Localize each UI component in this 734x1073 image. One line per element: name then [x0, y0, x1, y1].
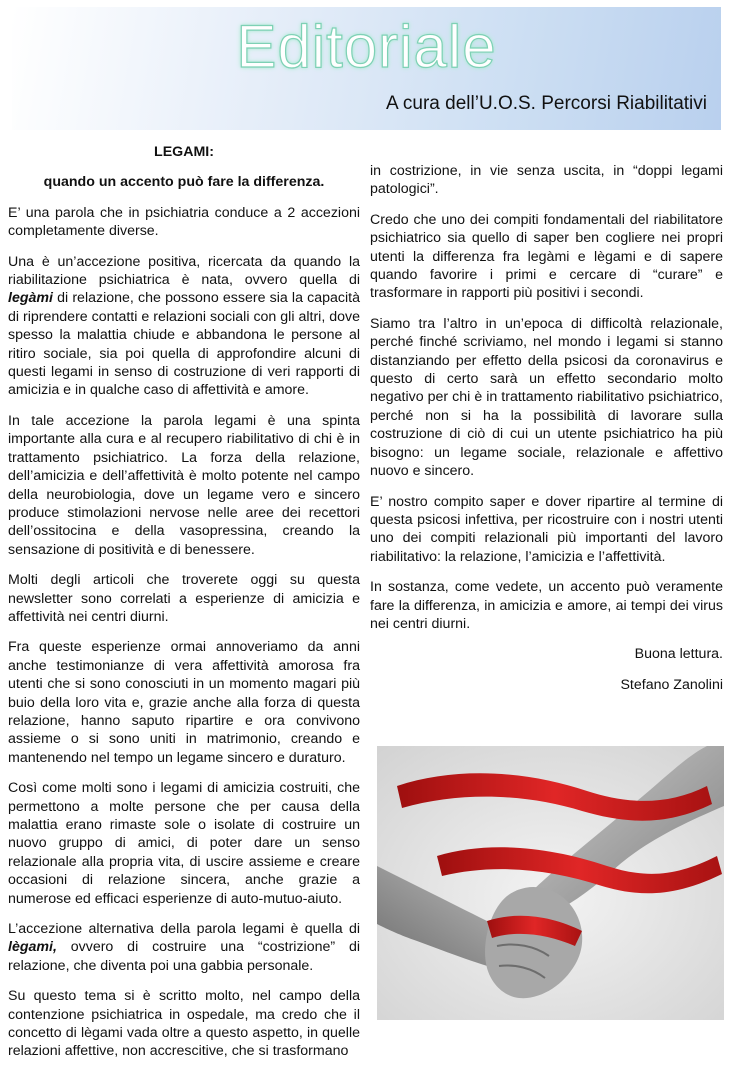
paragraph-7: [8, 920, 360, 975]
paragraph-7-text-a: L’accezione alternativa della parola legami è quella di: [8, 921, 360, 938]
author-signature: Stefano Zanolini: [620, 676, 723, 693]
paragraph-r2: Credo che uno dei compiti fondamentali del riabilitatore psichiatrico sia quello di saper ben cogliere nei propri utenti la differenza fra legàmi e lègami e di sapere quando favorire i primi e cercare di “curare” e trasformare in rapporti più positivi i secondi.: [370, 211, 723, 302]
paragraph-r5: In sostanza, come vedete, un accento può veramente fare la differenza, in amicizia e amore, ai tempi dei virus nei centri diurni.: [370, 579, 723, 632]
left-column: [8, 143, 360, 1073]
paragraph-r3: Siamo tra l’altro in un’epoca di difficoltà relazionale, perché finché scriviamo, nel mondo i legami si stanno distanziando per effetto della psicosi da coronavirus e questo di certo sarà un effetto secondario molto negativo per chi è in trattamento riabilitativo psichiatrico, perché non si ha la possibilità di lavorare sulla costruzione di ciò di cui un utente psichiatrico ha più bisogno: un legame sociale, relazionale e affettivo nuovo e sincero.: [370, 315, 723, 480]
paragraph-2-text-b: di relazione, che possono essere sia la capacità di riprendere contatti e relazioni sociali con gli altri, dove spesso la malattia chiude e abbandona le persone al ritiro sociale, sia poi quella di approfondire alcuni di questi legami in senso di costruzione di veri rapporti di amicizia e in qualche caso di affettività e amore.: [8, 290, 360, 399]
hands-illustration: [377, 746, 724, 1020]
paragraph-8: Su questo tema si è scritto molto, nel campo della contenzione psichiatrica in ospedale, ma credo che il concetto di lègami vada oltre a questo aspetto, in quelle relazioni affettive, non accrescitive, che si trasformano: [8, 988, 360, 1060]
paragraph-2: [8, 253, 360, 400]
page-subtitle: A cura dell’U.O.S. Percorsi Riabilitativi: [386, 93, 707, 114]
article-heading: LEGAMI:: [154, 144, 214, 160]
article-subheading: quando un accento può fare la differenza.: [43, 174, 325, 191]
closing-text: Buona lettura.: [634, 646, 723, 663]
paragraph-4: Molti degli articoli che troverete oggi su questa newsletter sono correlati a esperienze di amicizia e affettività nei centri diurni.: [8, 572, 360, 625]
paragraph-5: Fra queste esperienze ormai annoveriamo da anni anche testimonianze di vera affettività amorosa fra utenti che si sono conosciuti in un momento magari più buio della loro vita e, grazie anche alla forza di questa relazione, hanno saputo ripartire e ora convivono assieme o si sono uniti in matrimonio, creando e mantenendo nel tempo un legame sincero e duraturo.: [8, 639, 360, 766]
paragraph-6: Così come molti sono i legami di amicizia costruiti, che permettono a molte persone che per causa della malattia erano rimaste sole o isolate di costruire un nuovo gruppo di amici, di poter dare un senso relazionale alla propria vita, di uscire assieme e creare occasioni di relazione sincera, anche grazie a numerose ed efficaci esperienze di auto-mutuo-aiuto.: [8, 780, 360, 907]
emphasis-legami-2: lègami,: [8, 939, 57, 956]
paragraph-2-text-a: Una è un’accezione positiva, ricercata da quando la riabilitazione psichiatrica è nata, ovvero quella di: [8, 253, 360, 289]
paragraph-7-text-b: ovvero di costruire una “costrizione” di relazione, che diventa poi una gabbia personale.: [8, 939, 360, 974]
paragraph-r1: in costrizione, in vie senza uscita, in “doppi legami patologici”.: [370, 163, 723, 198]
right-column: [370, 162, 723, 706]
paragraph-3: In tale accezione la parola legami è una spinta importante alla cura e al recupero riabilitativo di chi è in trattamento psichiatrico. La forza della relazione, dell’amicizia e dell’affettività è molto potente nel campo della neurobiologia, dove un legame vero e sincero produce stimolazioni nervose nelle aree dei recettori dell’ossitocina e della vasopressina, creando la sensazione di positività e di benessere.: [8, 412, 360, 558]
page-title: Editoriale: [236, 13, 497, 80]
hands-ribbon-photo: [377, 746, 724, 1020]
paragraph-1: E’ una parola che in psichiatria conduce a 2 accezioni completamente diverse.: [8, 204, 360, 240]
emphasis-legami: legàmi: [8, 290, 53, 307]
paragraph-r4: E’ nostro compito saper e dover ripartire al termine di questa psicosi infettiva, per ricostruire con i nostri utenti uno dei compiti relazionali più importanti del lavoro riabilitativo: la relazione, l’amicizia e l’affettività.: [370, 493, 723, 565]
header-banner: [12, 7, 721, 130]
